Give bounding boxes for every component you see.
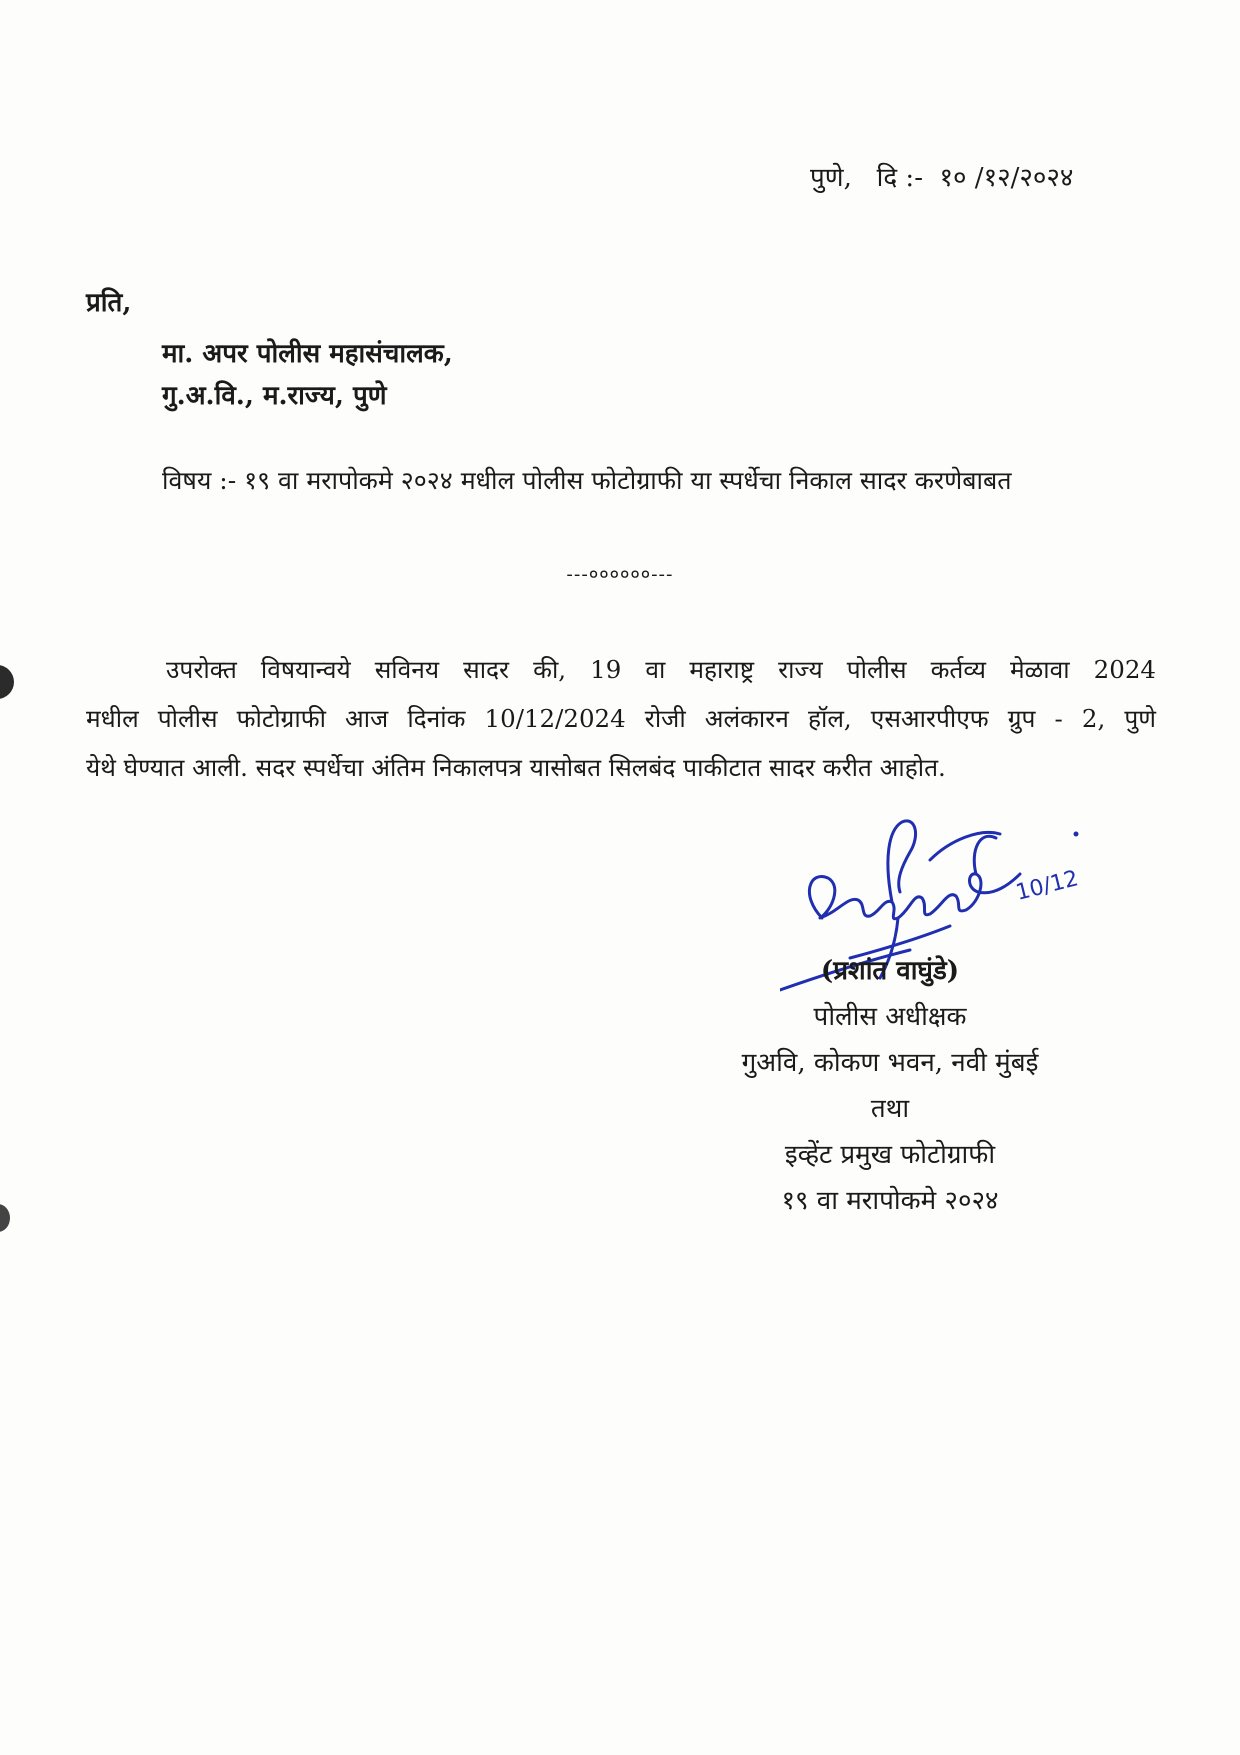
body-line: उपरोक्त विषयान्वये सविनय सादर की, 19 वा महाराष्ट्र राज्य पोलीस कर्तव्य मेळावा 2024 [166, 655, 1156, 684]
signatory-office: गुअवि, कोकण भवन, नवी मुंबई [741, 1048, 1039, 1078]
signature-block [680, 948, 1100, 1224]
signatory-name: (प्रशांत वाघुंडे) [820, 956, 960, 986]
to-label: प्रति, [86, 288, 132, 318]
signatory-role: इव्हेंट प्रमुख फोटोग्राफी [784, 1140, 996, 1170]
addressee-office: गु.अ.वि., म.राज्य, पुणे [162, 381, 387, 411]
separator-line: ---००००००--- [566, 564, 674, 585]
signatory-designation: पोलीस अधीक्षक [813, 1002, 967, 1032]
handwritten-date: 10/12 [1013, 866, 1081, 906]
letter-date: पुणे, दि :- १० /१२/२०२४ [810, 163, 1074, 193]
conjunction-text: तथा [870, 1094, 910, 1124]
body-line: मधील पोलीस फोटोग्राफी आज दिनांक 10/12/2024 रोजी अलंकारन हॉल, एसआरपीएफ ग्रुप - 2, पुणे [86, 704, 1156, 733]
addressee-title: मा. अपर पोलीस महासंचालक, [162, 339, 453, 369]
event-name: १९ वा मरापोकमे २०२४ [781, 1186, 999, 1216]
body-line: येथे घेण्यात आली. सदर स्पर्धेचा अंतिम निकालपत्र यासोबत सिलबंद पाकीटात सादर करीत आहोत. [86, 753, 946, 782]
letter-subject: विषय :- १९ वा मरापोकमे २०२४ मधील पोलीस फोटोग्राफी या स्पर्धेचा निकाल सादर करणेबाबत [162, 466, 1012, 495]
punch-hole [0, 1204, 10, 1232]
punch-hole [0, 665, 14, 699]
letter-body [86, 645, 1156, 792]
